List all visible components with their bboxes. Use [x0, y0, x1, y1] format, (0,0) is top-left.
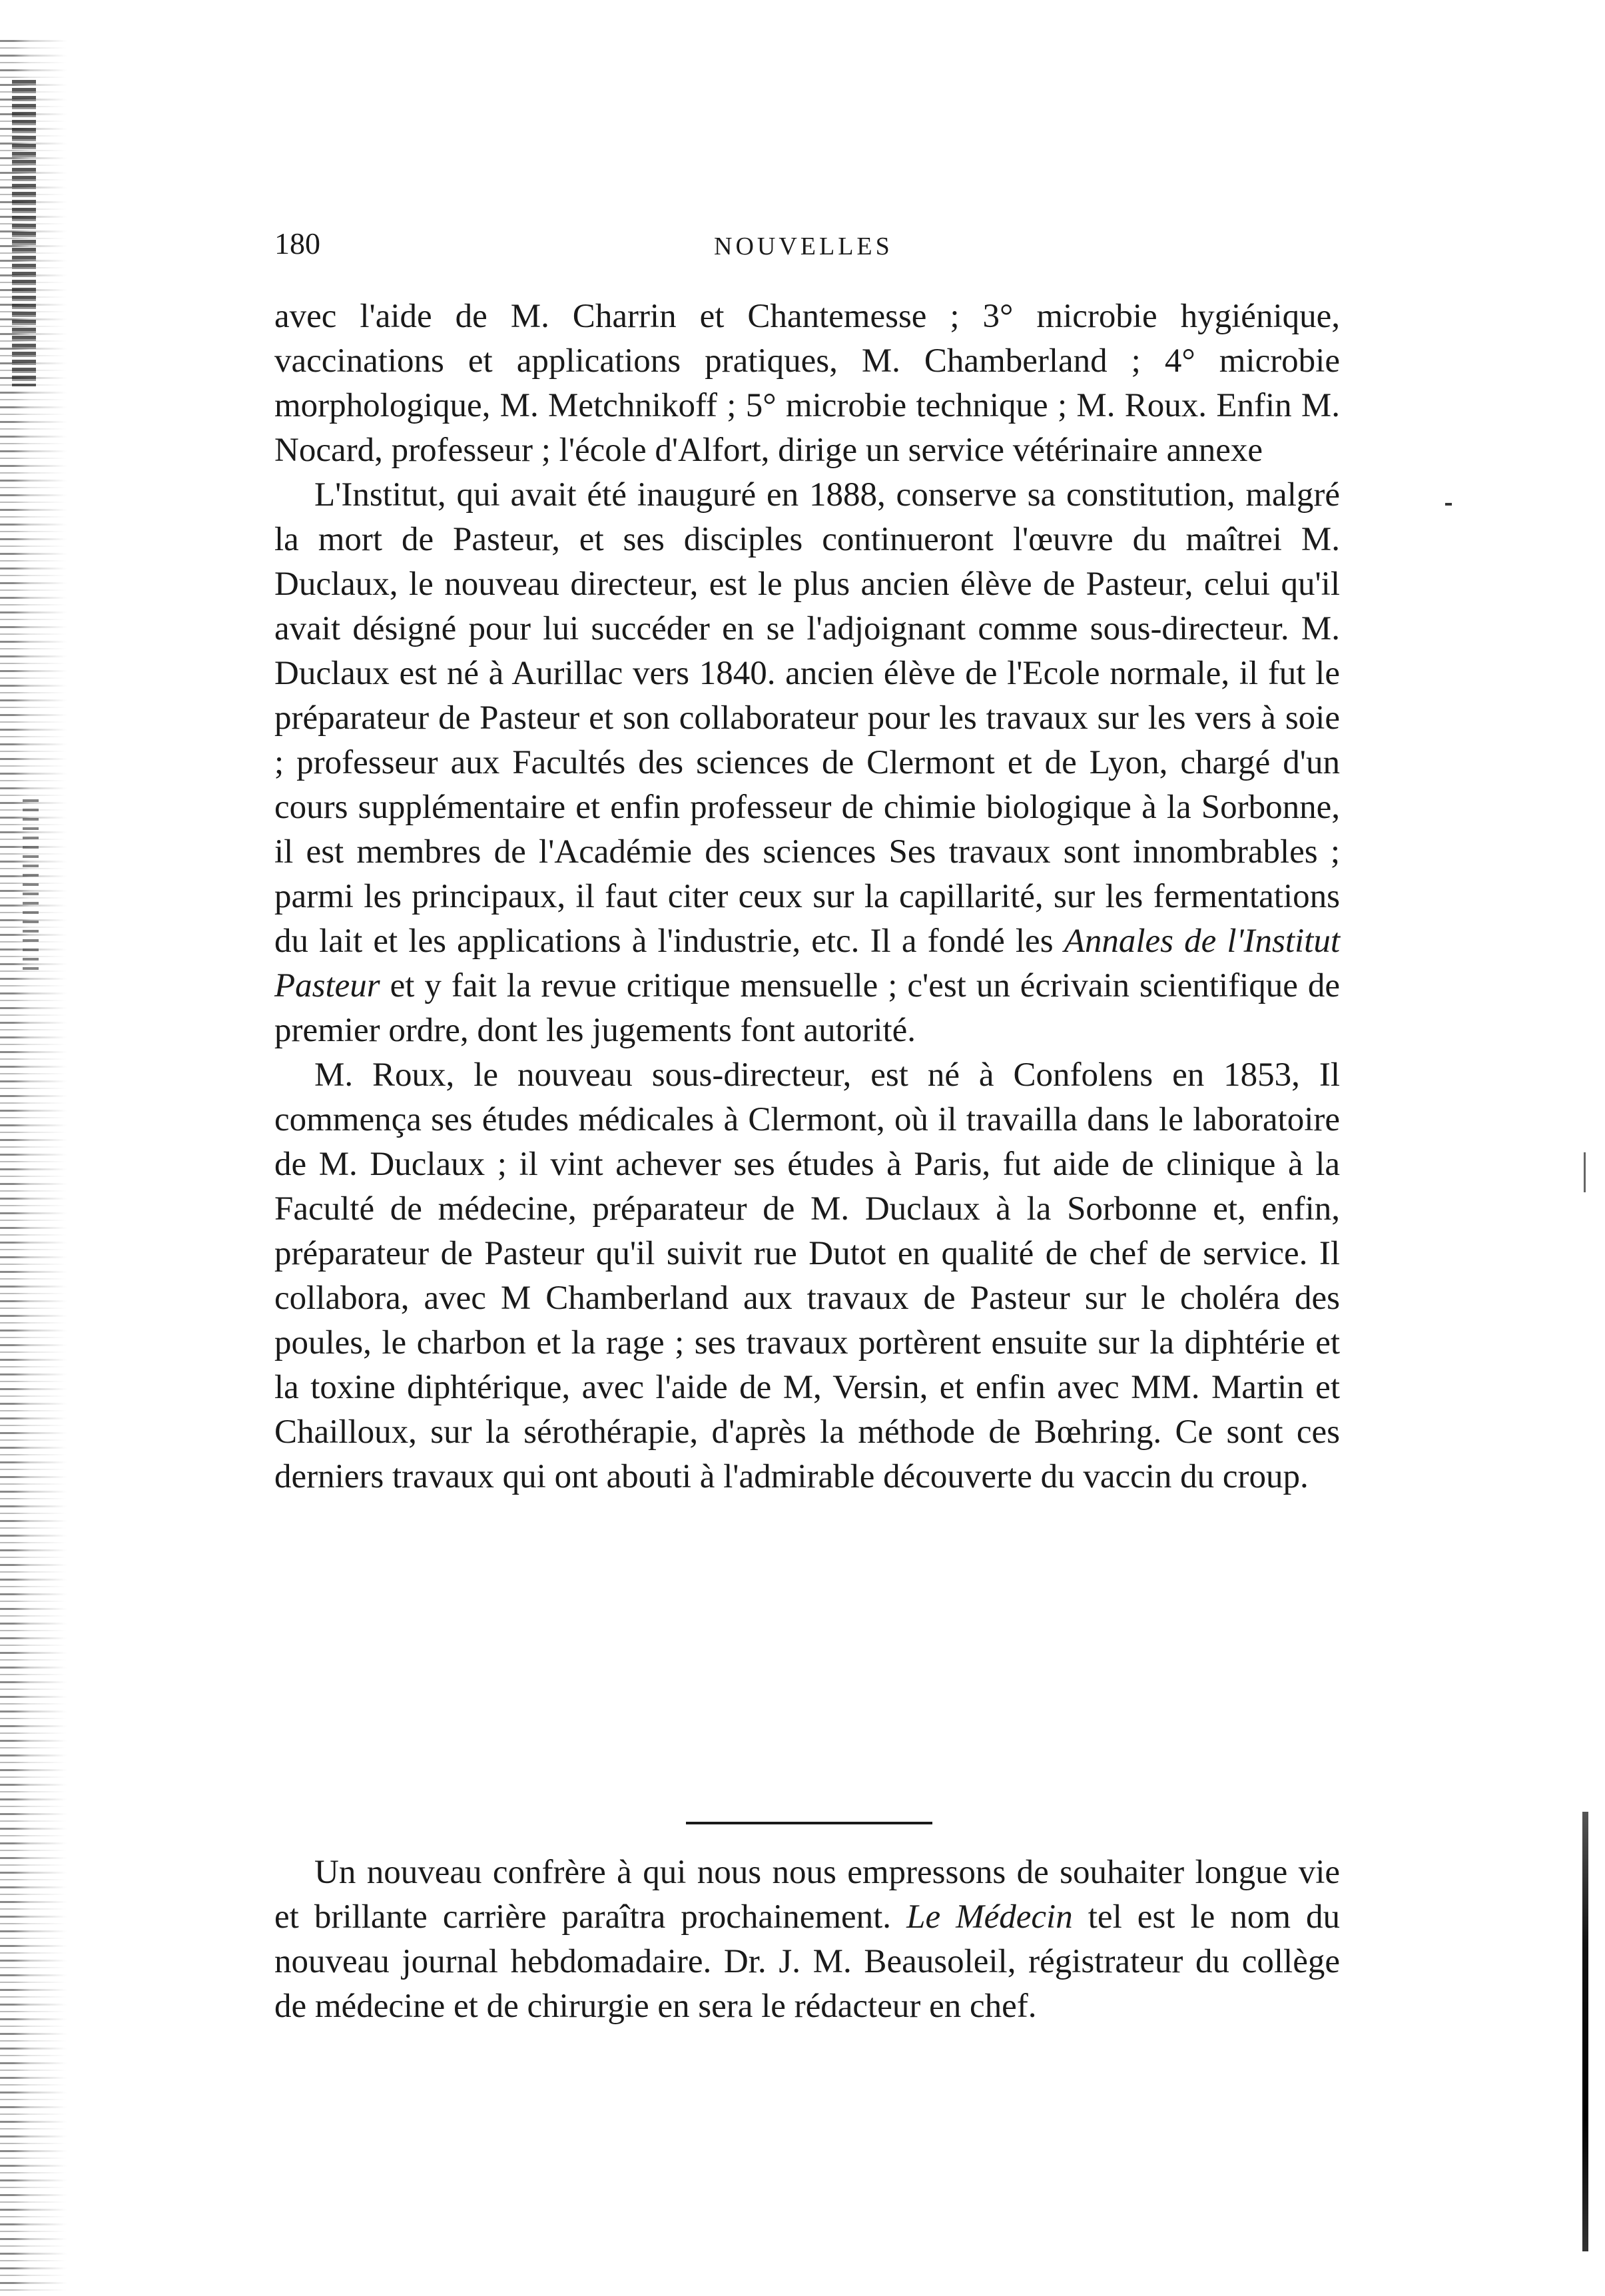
- paragraph-text: et y fait la revue critique mensuelle ; c'est un écrivain scientifique de premier ordre, dont les jugements font autorité.: [274, 967, 1340, 1049]
- journal-title: Annales de l'Institut Pasteur: [274, 923, 1340, 1004]
- page-number: 180: [274, 226, 320, 260]
- paragraph: M. Roux, le nouveau sous-directeur, est né à Confolens en 1853, Il commença ses études médicales à Clermont, où il travailla dans le laboratoire de M. Duclaux ; il vint achever ses études à Paris, fut aide de clinique à la Faculté de médecine, préparateur de M. Duclaux à la Sorbonne et, enfin, préparateur de Pasteur qu'il suivit rue Dutot en qualité de chef de service. Il collabora, avec M Chamberland aux travaux de Pasteur sur le choléra des poules, le charbon et la rage ; ses travaux portèrent ensuite sur la diphtérie et la toxine diphtérique, avec l'aide de M, Versin, et enfin avec MM. Martin et Chailloux, sur la sérothérapie, d'après la méthode de Bœhring. Ce sont ces derniers travaux qui ont abouti à l'admirable découverte du vaccin du croup.: [274, 1056, 1340, 1495]
- section-divider: [686, 1822, 932, 1824]
- paragraph-text: tel est le nom du nouveau journal hebdomadaire. Dr. J. M. Beausoleil, régistrateur du collège de médecine et de chirurgie en sera le rédacteur en chef.: [274, 1898, 1341, 2025]
- article-news-le-medecin: [274, 1850, 1340, 2029]
- running-head-title: NOUVELLES: [714, 232, 893, 260]
- paragraph-text: Un nouveau confrère à qui nous nous empressons de souhaiter longue vie et brillante carrière paraîtra prochainement.: [274, 1854, 1340, 1936]
- scan-binding-shadow: [12, 80, 36, 386]
- paragraph: [274, 473, 1340, 1053]
- paragraph: avec l'aide de M. Charrin et Chantemesse ; 3° microbie hygiénique, vaccinations et applications pratiques, M. Chamberland ; 4° microbie morphologique, M. Metchnikoff ; 5° microbie technique ; M. Roux. Enfin M. Nocard, professeur ; l'école d'Alfort, dirige un service vétérinaire annexe: [274, 298, 1340, 469]
- paragraph: [274, 1850, 1340, 2029]
- running-head: [274, 224, 1327, 264]
- article-news-institut-pasteur: [274, 294, 1340, 1499]
- scan-dash: [1445, 503, 1452, 506]
- paragraph-text: L'Institut, qui avait été inauguré en 1888, conserve sa constitution, malgré la mort de Pasteur, et ses disciples continueront l'œuvre du maîtrei M. Duclaux, le nouveau directeur, est le plus ancien élève de Pasteur, celui qu'il avait désigné pour lui succéder en se l'adjoignant comme sous-directeur. M. Duclaux est né à Aurillac vers 1840. ancien élève de l'Ecole normale, il fut le préparateur de Pasteur et son collaborateur pour les travaux sur les vers à soie ; professeur aux Facultés des sciences de Clermont et de Lyon, chargé d'un cours supplémentaire et enfin professeur de chimie biologique à la Sorbonne, il est membres de l'Académie des sciences Ses travaux sont innombrables ; parmi les principaux, il faut citer ceux sur la capillarité, sur les fermentations du lait et les applications à l'industrie, etc. Il a fondé les: [274, 476, 1340, 960]
- scan-right-edge-mark: [1582, 1812, 1588, 2251]
- journal-title: Le Médecin: [906, 1898, 1073, 1936]
- scan-binding-shadow-lower: [23, 799, 39, 972]
- scan-speck: [1584, 1152, 1586, 1192]
